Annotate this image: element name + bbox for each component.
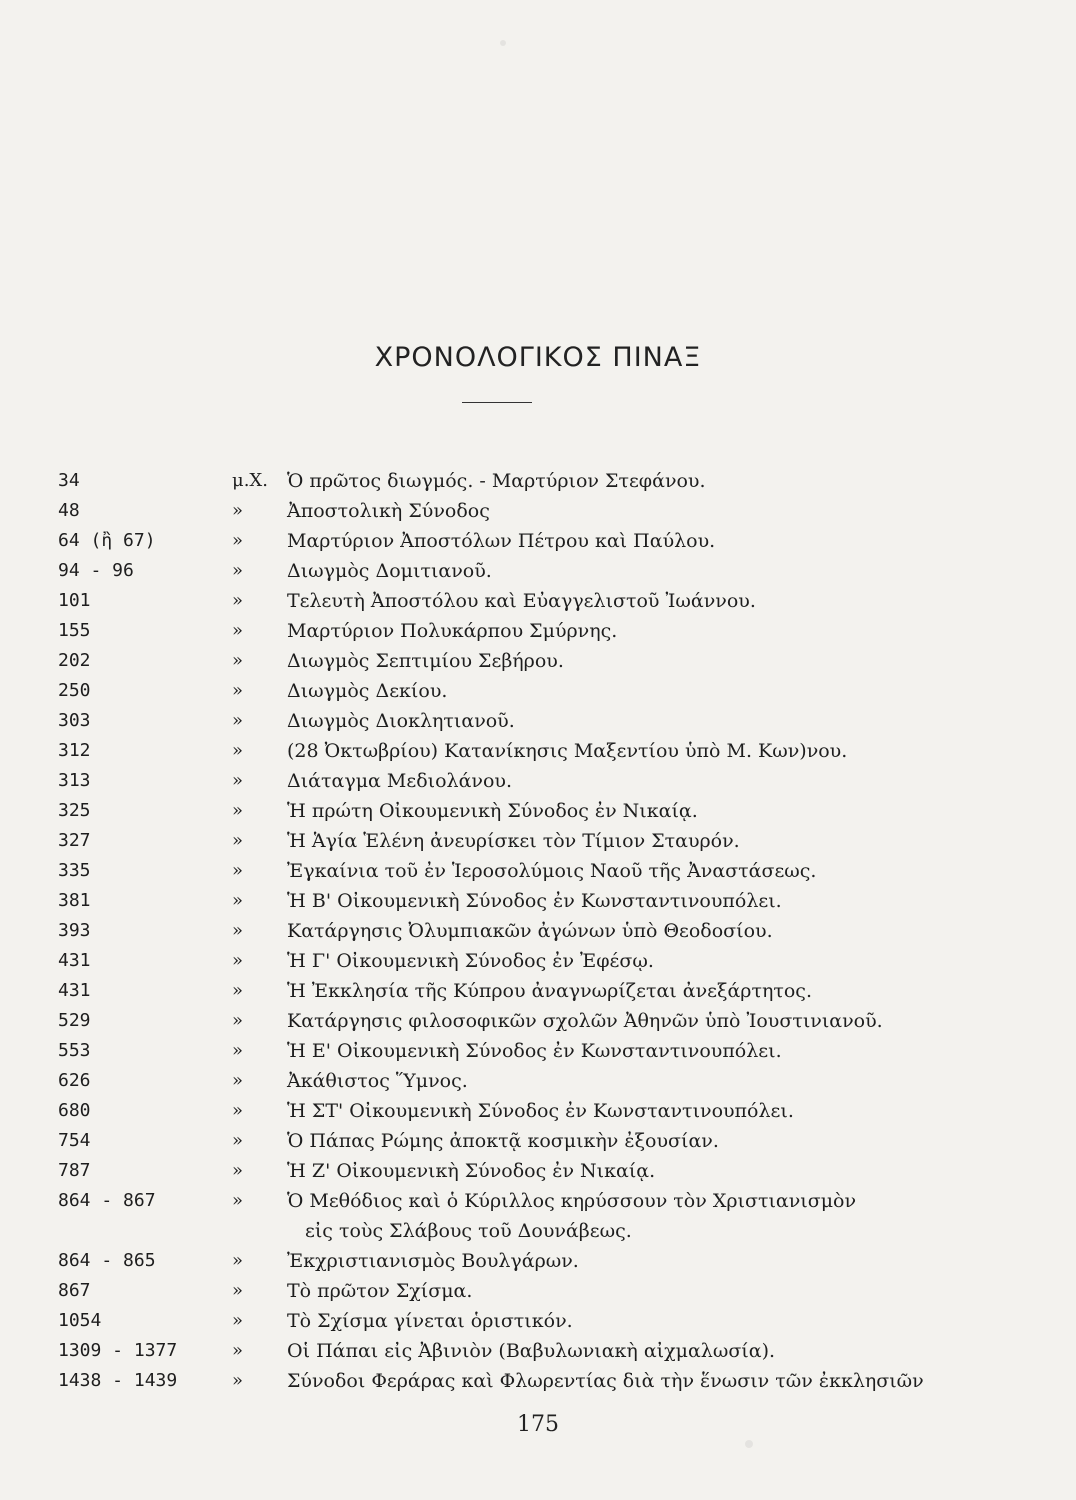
table-row [0,1066,1076,1096]
entry-text: Διωγμὸς Δομιτιανοῦ. [287,560,492,582]
entry-year: 312 [58,740,91,761]
entry-year: 202 [58,650,91,671]
entry-text: Διωγμὸς Δεκίου. [287,680,448,702]
entry-text: Ἡ ΣΤ' Οἰκουμενικὴ Σύνοδος ἐν Κωνσταντινουπόλει. [287,1100,794,1122]
entry-ditto: » [232,1130,244,1151]
entry-year: 754 [58,1130,91,1151]
table-row [0,886,1076,916]
entry-year: 431 [58,950,91,971]
entry-text: Ὁ Μεθόδιος καὶ ὁ Κύριλλος κηρύσσουν τὸν Χριστιανισμὸν [287,1190,857,1212]
entry-text: Κατάργησις Ὀλυμπιακῶν ἀγώνων ὑπὸ Θεοδοσίου. [287,920,773,942]
ink-speck [745,1440,753,1448]
table-row [0,1186,1076,1242]
entry-year: 313 [58,770,91,791]
entry-year: 64 (ἢ 67) [58,530,156,551]
entry-ditto: » [232,710,244,731]
entry-year: 250 [58,680,91,701]
entry-ditto: » [232,830,244,851]
entry-year: 787 [58,1160,91,1181]
table-row [0,676,1076,706]
entry-text: Μαρτύριον Ἀποστόλων Πέτρου καὶ Παύλου. [287,530,716,552]
entry-ditto: » [232,740,244,761]
entry-ditto: » [232,620,244,641]
table-row [0,1366,1076,1396]
entry-ditto: » [232,1280,244,1301]
table-row [0,1006,1076,1036]
entry-ditto: » [232,1160,244,1181]
entry-ditto: » [232,1010,244,1031]
entry-year: 393 [58,920,91,941]
table-row [0,1246,1076,1276]
table-row [0,1276,1076,1306]
table-row [0,946,1076,976]
page-number: 175 [517,1412,559,1437]
entry-text: Ἡ Ε' Οἰκουμενικὴ Σύνοδος ἐν Κωνσταντινουπόλει. [287,1040,782,1062]
entry-ditto: » [232,1250,244,1271]
table-row [0,1096,1076,1126]
entry-year: 303 [58,710,91,731]
entry-year: 34 [58,470,80,491]
entry-year: 1438 - 1439 [58,1370,178,1391]
entry-text: Ἡ Β' Οἰκουμενικὴ Σύνοδος ἐν Κωνσταντινουπόλει. [287,890,782,912]
table-row [0,916,1076,946]
entry-text: Ἡ Ἁγία Ἑλένη ἀνευρίσκει τὸν Τίμιον Σταυρόν. [287,830,740,852]
entry-text: Οἱ Πάπαι εἰς Ἀβινιὸν (Βαβυλωνιακὴ αἰχμαλωσία). [287,1340,776,1362]
entry-text: Μαρτύριον Πολυκάρπου Σμύρνης. [287,620,618,642]
table-row [0,856,1076,886]
entry-text: Ἀποστολικὴ Σύνοδος [287,500,490,522]
entry-text: Ἡ Ἐκκλησία τῆς Κύπρου ἀναγνωρίζεται ἀνεξάρτητος. [287,980,812,1002]
entry-year: 48 [58,500,80,521]
entry-text: Ἡ πρώτη Οἰκουμενικὴ Σύνοδος ἐν Νικαίᾳ. [287,800,698,822]
entry-ditto: » [232,590,244,611]
entry-year: 381 [58,890,91,911]
page-title: ΧΡΟΝΟΛΟΓΙΚΟΣ ΠΙΝΑΞ [374,342,702,373]
entry-year: 864 - 865 [58,1250,156,1271]
entry-year: 529 [58,1010,91,1031]
entry-text: Σύνοδοι Φεράρας καὶ Φλωρεντίας διὰ τὴν ἕνωσιν τῶν ἐκκλησιῶν [287,1370,924,1392]
entry-text: Ἐγκαίνια τοῦ ἐν Ἱεροσολύμοις Ναοῦ τῆς Ἀναστάσεως. [287,860,817,882]
entry-year: 553 [58,1040,91,1061]
entry-ditto: » [232,650,244,671]
entry-year: 155 [58,620,91,641]
entry-year: 431 [58,980,91,1001]
table-row [0,1306,1076,1336]
entry-year: 94 - 96 [58,560,134,581]
entry-text-continuation: εἰς τοὺς Σλάβους τοῦ Δουνάβεως. [305,1220,632,1242]
entry-year: 680 [58,1100,91,1121]
entry-ditto: » [232,1310,244,1331]
entry-text: Ὁ Πάπας Ρώμης ἀποκτᾷ κοσμικὴν ἐξουσίαν. [287,1130,719,1152]
table-row [0,1036,1076,1066]
entry-ditto: » [232,980,244,1001]
entry-text: Ἀκάθιστος Ὕμνος. [287,1070,468,1092]
entry-ditto: μ.Χ. [232,470,268,491]
table-row [0,526,1076,556]
entry-ditto: » [232,1040,244,1061]
entry-text: Ὁ πρῶτος διωγμός. - Μαρτύριον Στεφάνου. [287,470,706,492]
entry-ditto: » [232,1190,244,1211]
entry-text: Διωγμὸς Διοκλητιανοῦ. [287,710,515,732]
table-row [0,766,1076,796]
title-underline [462,402,532,403]
table-row [0,586,1076,616]
table-row [0,556,1076,586]
entry-text: Τὸ πρῶτον Σχίσμα. [287,1280,473,1302]
entry-ditto: » [232,1340,244,1361]
entry-ditto: » [232,890,244,911]
table-row [0,796,1076,826]
table-row [0,646,1076,676]
entry-text: Ἡ Γ' Οἰκουμενικὴ Σύνοδος ἐν Ἐφέσῳ. [287,950,654,972]
entry-ditto: » [232,530,244,551]
entry-text: Ἡ Ζ' Οἰκουμενικὴ Σύνοδος ἐν Νικαίᾳ. [287,1160,656,1182]
entry-text: Κατάργησις φιλοσοφικῶν σχολῶν Ἀθηνῶν ὑπὸ Ἰουστινιανοῦ. [287,1010,883,1032]
table-row [0,466,1076,496]
entry-year: 626 [58,1070,91,1091]
entry-ditto: » [232,770,244,791]
table-row [0,496,1076,526]
entry-ditto: » [232,950,244,971]
entry-ditto: » [232,1370,244,1391]
entry-ditto: » [232,560,244,581]
entry-ditto: » [232,1070,244,1091]
entry-ditto: » [232,500,244,521]
table-row [0,826,1076,856]
entry-year: 1309 - 1377 [58,1340,178,1361]
entry-ditto: » [232,680,244,701]
table-row [0,1336,1076,1366]
entry-ditto: » [232,800,244,821]
entry-text: Τὸ Σχίσμα γίνεται ὁριστικόν. [287,1310,573,1332]
table-row [0,736,1076,766]
entry-year: 327 [58,830,91,851]
table-row [0,616,1076,646]
table-row [0,1156,1076,1186]
entry-year: 1054 [58,1310,102,1331]
entry-year: 867 [58,1280,91,1301]
ink-speck [500,40,506,46]
entry-text: Τελευτὴ Ἀποστόλου καὶ Εὐαγγελιστοῦ Ἰωάννου. [287,590,756,612]
entry-text: Διάταγμα Μεδιολάνου. [287,770,512,792]
table-row [0,706,1076,736]
entry-ditto: » [232,860,244,881]
entry-year: 325 [58,800,91,821]
entry-text: Διωγμὸς Σεπτιμίου Σεβήρου. [287,650,564,672]
entry-year: 101 [58,590,91,611]
entry-year: 864 - 867 [58,1190,156,1211]
entry-text: Ἐκχριστιανισμὸς Βουλγάρων. [287,1250,579,1272]
entry-year: 335 [58,860,91,881]
entry-ditto: » [232,920,244,941]
table-row [0,976,1076,1006]
table-row [0,1126,1076,1156]
entry-text: (28 Ὀκτωβρίου) Κατανίκησις Μαξεντίου ὑπὸ Μ. Κων)νου. [287,740,848,762]
entry-ditto: » [232,1100,244,1121]
